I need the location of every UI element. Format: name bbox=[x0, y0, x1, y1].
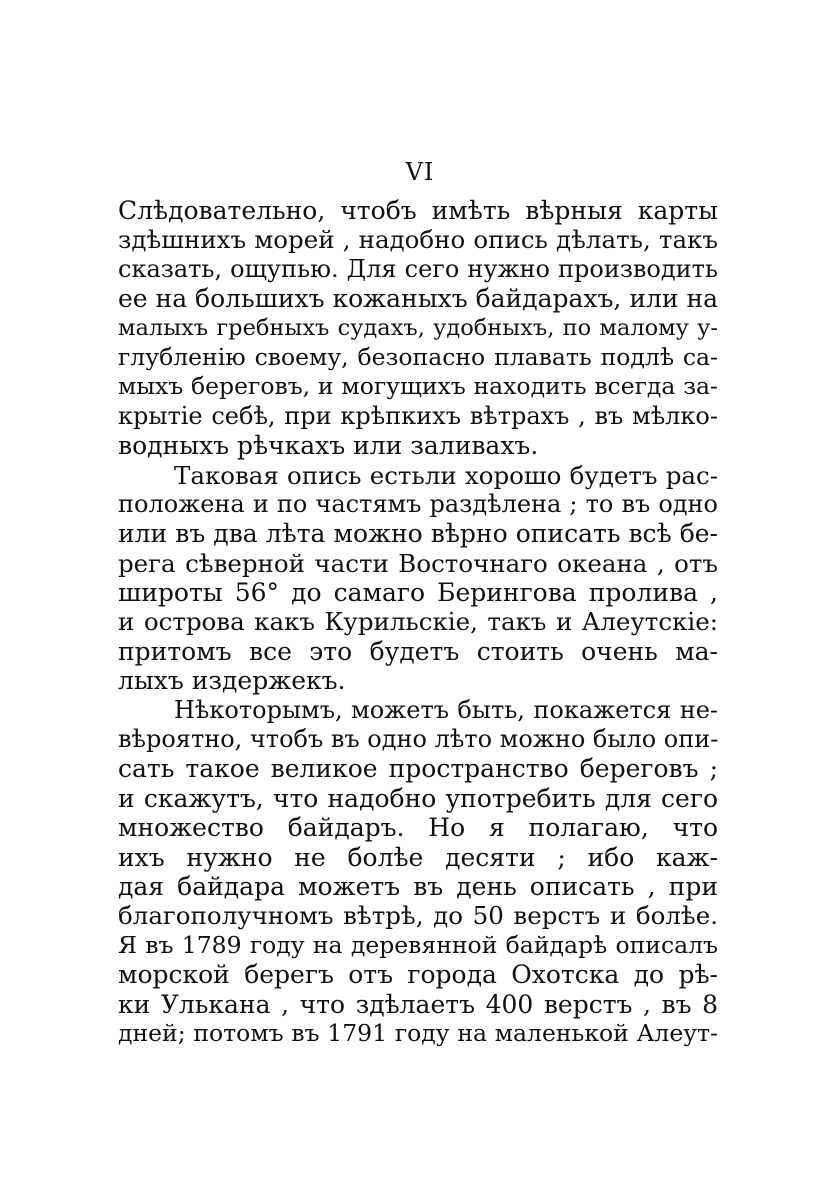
paragraph-first-line: Нѣкоторымъ, можетъ быть, покажется не- bbox=[174, 695, 718, 724]
text-line: и острова какъ Курильскіе, такъ и Алеутскіе: bbox=[118, 607, 718, 637]
text-line: или въ два лѣта можно вѣрно описать всѣ бе- bbox=[118, 519, 718, 549]
text-line: дая байдара можетъ въ день описать , при bbox=[118, 871, 718, 901]
text-line: дней; потомъ въ 1791 году на маленькой Алеут- bbox=[118, 1018, 718, 1047]
text-line: вѣроятно, чтобъ въ одно лѣто можно было опи- bbox=[118, 725, 718, 754]
text-line: глубленію своему, безопасно плавать подлѣ са- bbox=[118, 342, 718, 371]
text-line: мыхъ береговъ, и могущихъ находить всегда за- bbox=[118, 372, 718, 401]
text-line: сказать, ощупью. Для сего нужно производить bbox=[118, 254, 718, 283]
text-line: морской берегъ отъ города Охотска до рѣ- bbox=[118, 960, 718, 990]
text-line: водныхъ рѣчкахъ или заливахъ. bbox=[118, 431, 539, 461]
text-line: множество байдаръ. Но я полагаю, что bbox=[118, 813, 718, 843]
text-line: ки Улькана , что здѣлаетъ 400 верстъ , въ 8 bbox=[118, 989, 718, 1019]
text-line: ихъ нужно не болѣе десяти ; ибо каж- bbox=[118, 842, 718, 872]
text-line: положена и по частямъ раздѣлена ; то въ одно bbox=[118, 489, 718, 518]
text-line: Я въ 1789 году на деревянной байдарѣ описалъ bbox=[118, 930, 718, 959]
text-line: лыхъ издержекъ. bbox=[118, 666, 346, 696]
page-number: VI bbox=[405, 158, 435, 186]
paragraph-first-line: Таковая опись естьли хорошо будетъ рас- bbox=[174, 460, 718, 490]
text-line: широты 56° до самаго Берингова пролива , bbox=[118, 578, 718, 608]
text-line: и скажутъ, что надобно употребить для сего bbox=[118, 783, 718, 813]
text-line: малыхъ гребныхъ судахъ, удобныхъ, по малому у- bbox=[118, 314, 718, 341]
text-line: благополучномъ вѣтрѣ, до 50 верстъ и болѣе. bbox=[118, 901, 718, 931]
text-line: притомъ все это будетъ стоить очень ма- bbox=[118, 636, 718, 666]
text-line: крытіе себѣ, при крѣпкихъ вѣтрахъ , въ мѣлко- bbox=[118, 401, 718, 430]
text-line: здѣшнихъ морей , надобно опись дѣлать, такъ bbox=[118, 225, 718, 255]
text-line: ее на большихъ кожаныхъ байдарахъ, или на bbox=[118, 284, 718, 314]
text-line: Слѣдовательно, чтобъ имѣть вѣрныя карты bbox=[118, 196, 718, 225]
body-text bbox=[118, 196, 718, 1048]
text-line: сать такое великое пространство береговъ ; bbox=[118, 754, 718, 784]
text-line: рега сѣверной части Восточнаго океана , отъ bbox=[118, 548, 718, 578]
